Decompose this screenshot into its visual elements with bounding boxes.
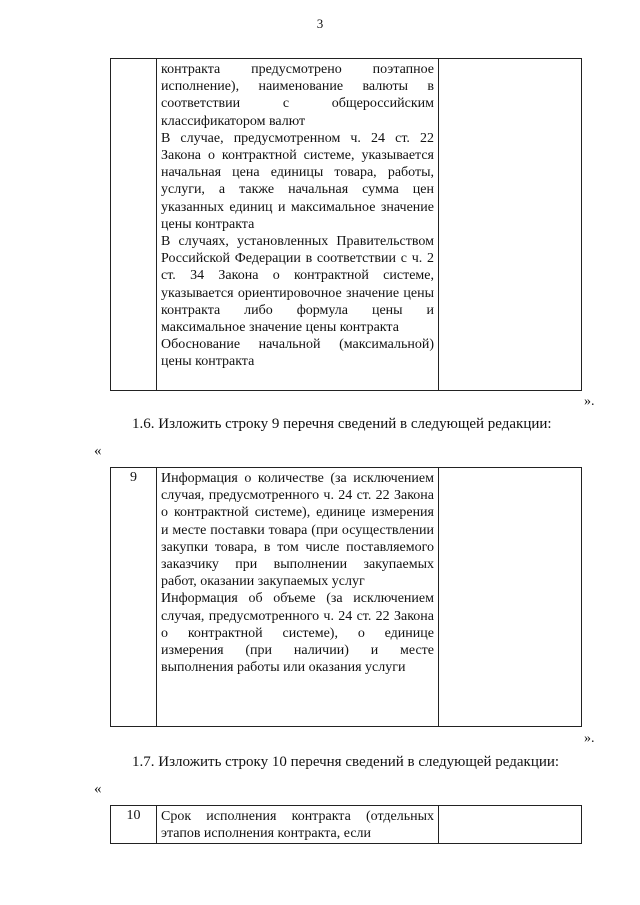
row-content-cell bbox=[157, 468, 439, 726]
paragraph-quantity-info: Информация о количестве (за исключением случая, предусмотренного ч. 24 ст. 22 Закона о контрактной системе), единице измерения и месте поставки товара (при осуществлении закупки товара, в том числе поставляемого заказчику при выполнении закупаемых работ, оказании закупаемых услуг bbox=[161, 471, 434, 590]
paragraph-approximate-price: В случаях, установленных Правительством Российской Федерации в соответствии с ч. 2 ст. 34 Закона о контрактной системе, указывается ориентировочное значение цены контракта либо формула цены и максимальное значение цены контракта bbox=[161, 234, 434, 336]
paragraph-price-justification: Обоснование начальной (максимальной) цены контракта bbox=[161, 337, 434, 370]
table-row-price bbox=[110, 58, 582, 391]
page-number: 3 bbox=[316, 16, 324, 31]
paragraph-volume-info: Информация об объеме (за исключением случая, предусмотренного ч. 24 ст. 22 Закона о контрактной системе), о единице измерения (при наличии) и месте выполнения работы или оказания услуги bbox=[161, 591, 434, 676]
row-value-cell bbox=[439, 806, 581, 843]
paragraph-currency: контракта предусмотрено поэтапное исполнение), наименование валюты в соответствии с общероссийским классификатором валют bbox=[161, 62, 434, 129]
opening-quote: « bbox=[94, 443, 102, 459]
row-content-cell bbox=[157, 59, 439, 390]
paragraph-deadline: Срок исполнения контракта (отдельных этапов исполнения контракта, если bbox=[161, 809, 434, 842]
row-number-cell: 10 bbox=[111, 806, 157, 843]
closing-quote: ». bbox=[584, 394, 595, 409]
instruction-1-6: 1.6. Изложить строку 9 перечня сведений в следующей редакции: bbox=[132, 416, 552, 432]
row-content-cell bbox=[157, 806, 439, 843]
row-number-cell: 9 bbox=[111, 468, 157, 726]
row-value-cell bbox=[439, 468, 581, 726]
instruction-1-7: 1.7. Изложить строку 10 перечня сведений в следующей редакции: bbox=[132, 754, 560, 770]
row-number-cell bbox=[111, 59, 157, 390]
opening-quote: « bbox=[94, 781, 102, 797]
paragraph-unit-price: В случае, предусмотренном ч. 24 ст. 22 Закона о контрактной системе, указывается начальная цена единицы товара, работы, услуги, а также начальная сумма цен указанных единиц и максимальное значение цены контракта bbox=[161, 130, 434, 232]
row-value-cell bbox=[439, 59, 581, 390]
table-row-10 bbox=[110, 805, 582, 844]
closing-quote: ». bbox=[584, 731, 595, 746]
table-row-9 bbox=[110, 467, 582, 727]
